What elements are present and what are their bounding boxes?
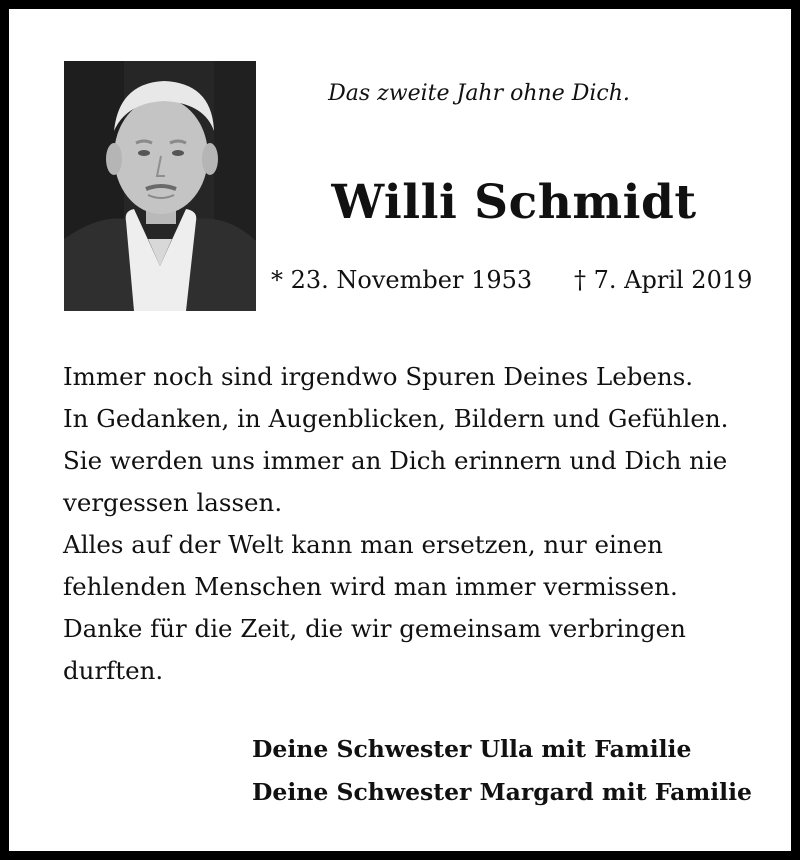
poem-line: Alles auf der Welt kann man ersetzen, nur einen bbox=[63, 530, 663, 559]
poem-line: Sie werden uns immer an Dich erinnern und Dich nie bbox=[63, 446, 728, 475]
poem-line: vergessen lassen. bbox=[63, 488, 283, 517]
death-date: † 7. April 2019 bbox=[574, 266, 753, 294]
poem-line: fehlenden Menschen wird man immer vermissen. bbox=[63, 572, 678, 601]
signature-line: Deine Schwester Margard mit Familie bbox=[252, 778, 752, 806]
portrait-photo bbox=[64, 61, 256, 311]
memorial-poem bbox=[63, 356, 755, 692]
memorial-subtitle: Das zweite Jahr ohne Dich. bbox=[328, 81, 630, 106]
poem-line: Immer noch sind irgendwo Spuren Deines Lebens. bbox=[63, 362, 694, 391]
portrait-illustration bbox=[64, 61, 256, 311]
signature-line: Deine Schwester Ulla mit Familie bbox=[252, 735, 692, 763]
poem-line: durften. bbox=[63, 656, 164, 685]
signatures bbox=[252, 728, 752, 814]
birth-date: * 23. November 1953 bbox=[271, 266, 533, 294]
poem-line: In Gedanken, in Augenblicken, Bildern und Gefühlen. bbox=[63, 404, 729, 433]
deceased-name: Willi Schmidt bbox=[331, 175, 697, 230]
poem-line: Danke für die Zeit, die wir gemeinsam verbringen bbox=[63, 614, 686, 643]
